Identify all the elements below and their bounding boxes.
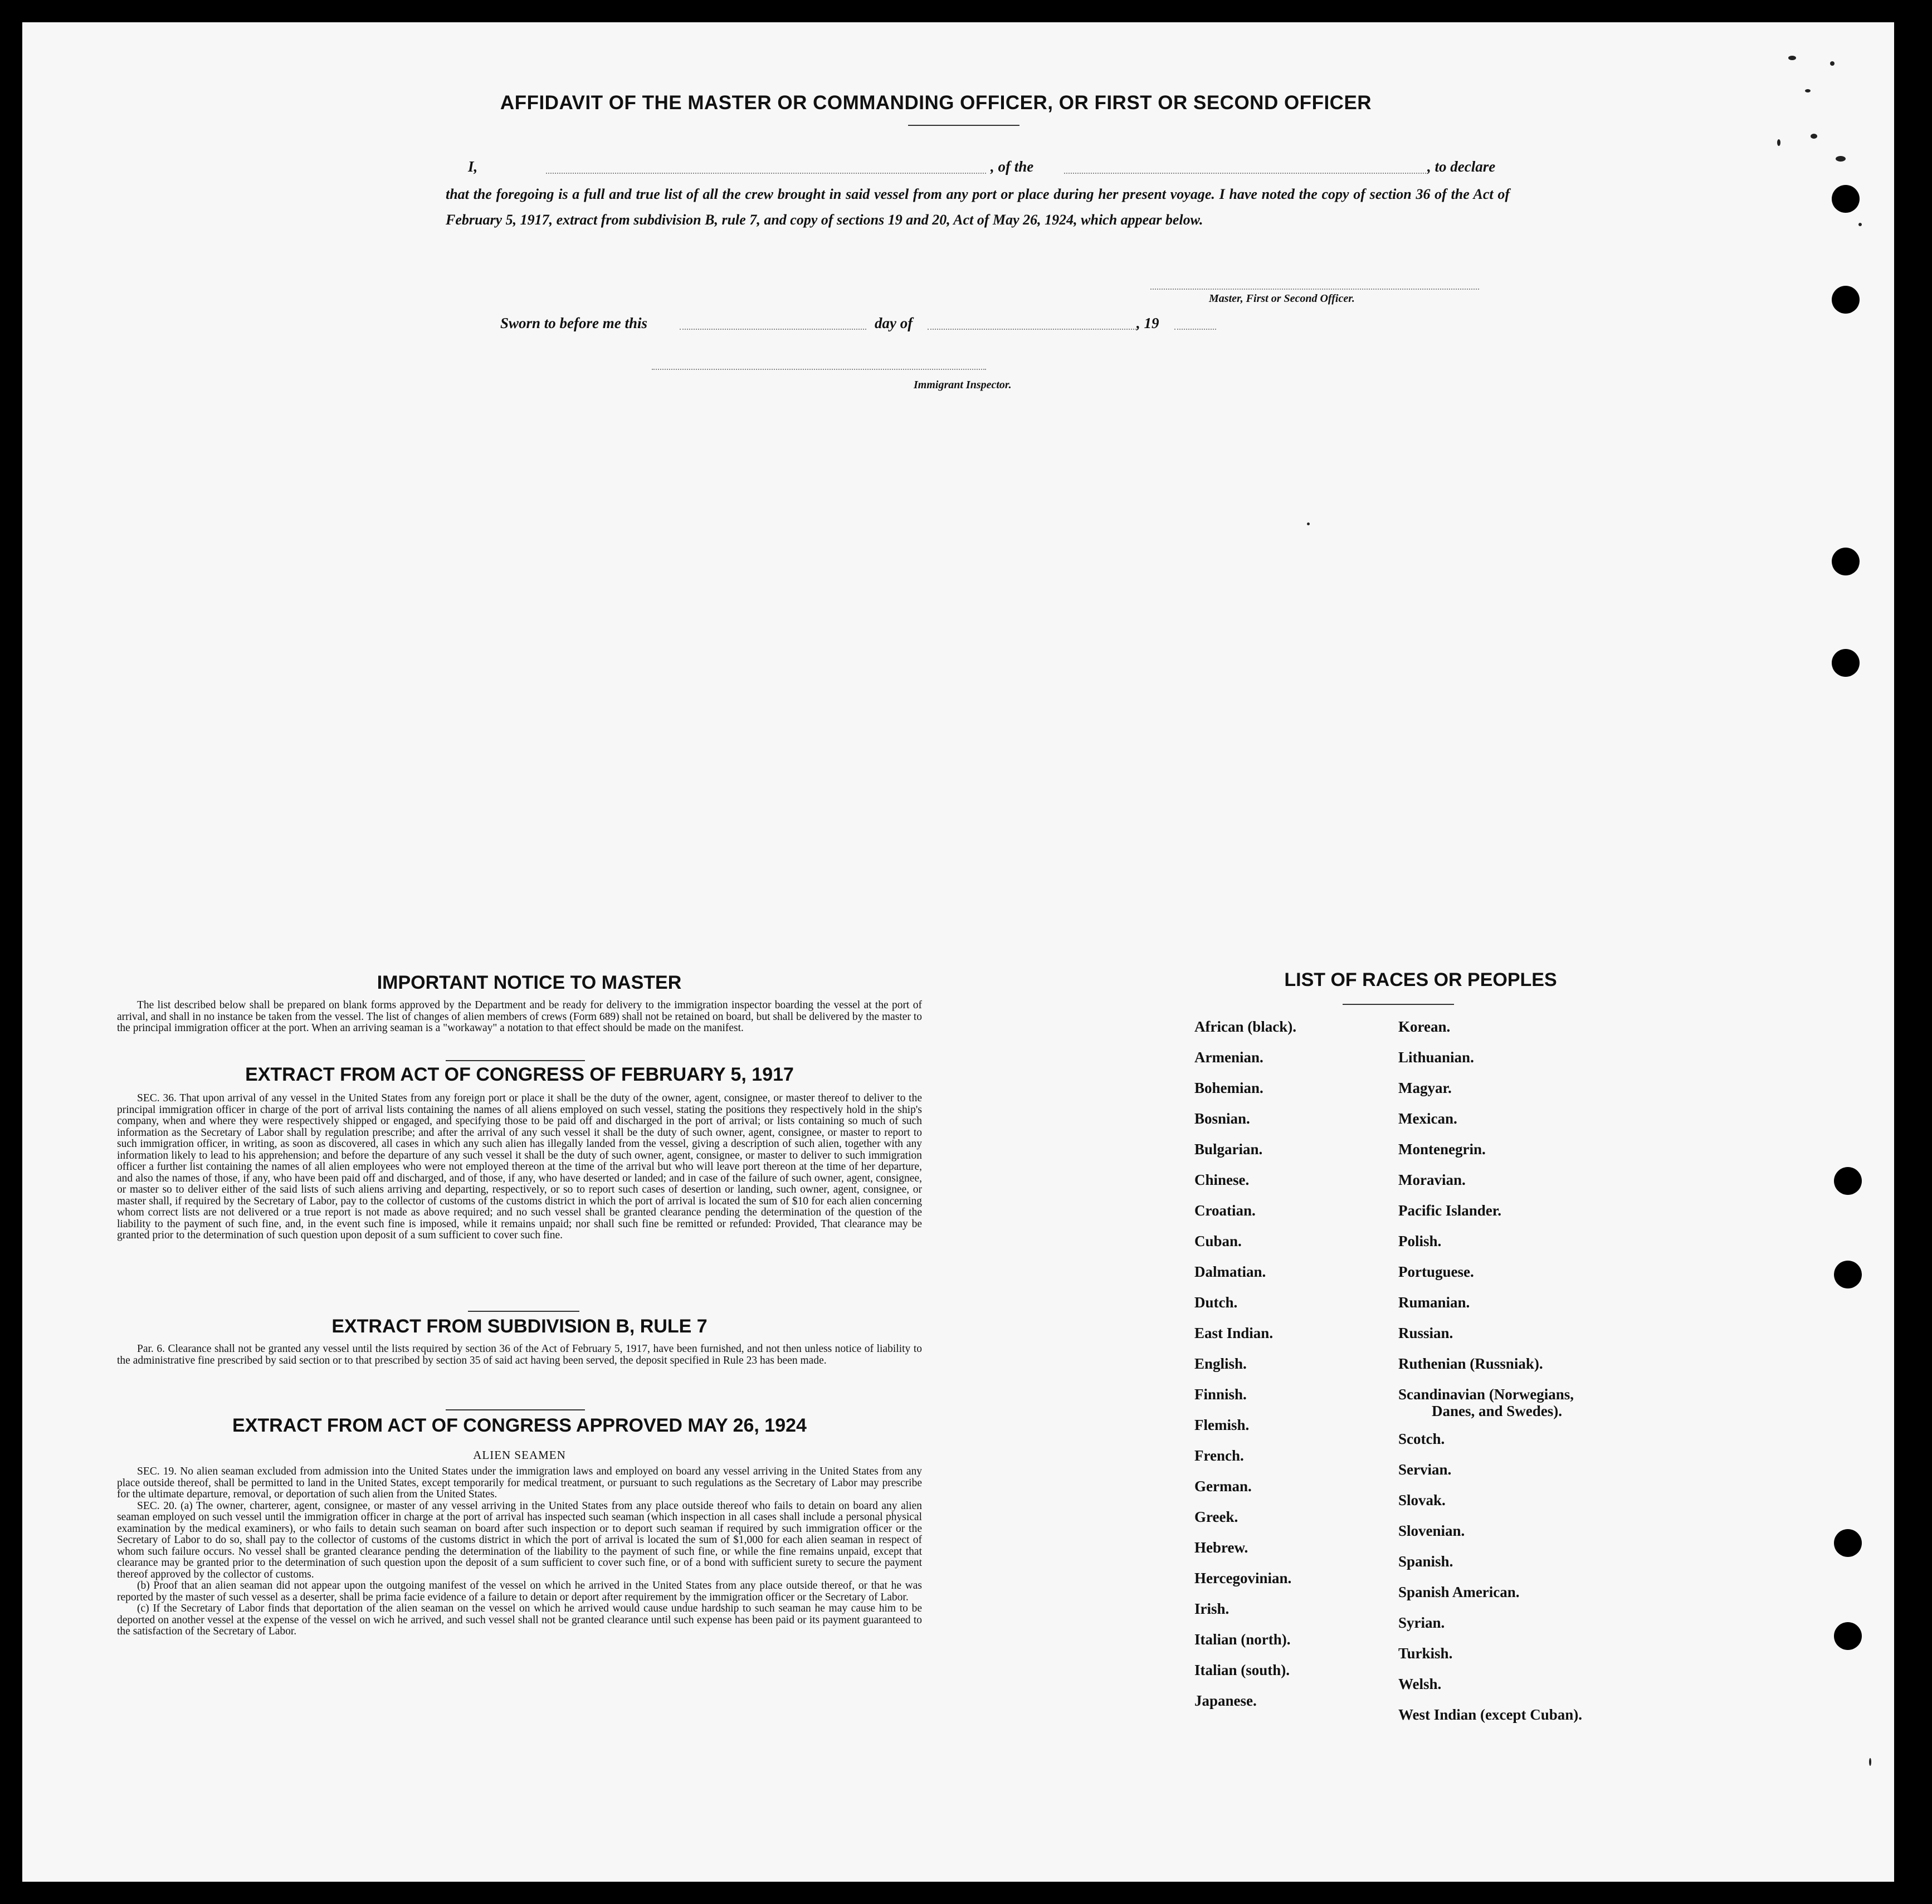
race-item: Danes, and Swedes).	[1432, 1403, 1563, 1419]
of-the-label: , of the	[991, 158, 1034, 175]
race-item: African (black).	[1194, 1018, 1296, 1035]
extract-1917-text	[117, 1093, 922, 1242]
race-item: Japanese.	[1194, 1692, 1257, 1709]
race-item: Servian.	[1398, 1461, 1452, 1478]
race-item: Korean.	[1398, 1018, 1451, 1035]
race-item: Italian (north).	[1194, 1631, 1291, 1648]
race-item: French.	[1194, 1447, 1244, 1464]
subdivision-b-text	[117, 1344, 922, 1366]
scan-speck	[1788, 56, 1796, 60]
race-item: Syrian.	[1398, 1614, 1445, 1631]
master-signature-field[interactable]	[1150, 289, 1479, 290]
race-item: Armenian.	[1194, 1049, 1263, 1066]
divider	[468, 1311, 579, 1312]
subdivision-b-paragraph: Par. 6. Clearance shall not be granted any vessel until the lists required by section 36 of the Act of February 5, 1917, have been furnished, and not then unless notice of liability to the administrative fine prescribed by said section or to that prescribed by section 35 of said act having been served, the deposit specified in Rule 23 has been made.	[117, 1343, 922, 1366]
race-item: Spanish.	[1398, 1553, 1453, 1570]
race-item: Polish.	[1398, 1233, 1442, 1249]
scan-speck	[1811, 134, 1817, 139]
sec-19-paragraph: SEC. 19. No alien seaman excluded from admission into the United States under the immigration laws and employed on board any vessel arriving in the United States from any place outside thereof, shall be permitted to land in the United States, except temporarily for medical treatment, or pursuant to such regulations as the Secretary of Labor may prescribe for the ultimate departure, removal, or deportation of such alien from the United States.	[117, 1466, 922, 1500]
race-item: Flemish.	[1194, 1417, 1250, 1433]
race-item: Lithuanian.	[1398, 1049, 1474, 1066]
race-item: Magyar.	[1398, 1080, 1452, 1096]
race-item: Hercegovinian.	[1194, 1570, 1292, 1586]
punch-hole	[1832, 286, 1860, 314]
extract-1917-paragraph: SEC. 36. That upon arrival of any vessel in the United States from any foreign port or place it shall be the duty of the owner, agent, consignee, or master thereof to deliver to the principal immigration officer in charge of the port of arrival lists containing the names of all aliens employed on such vessel, stating the positions they respectively hold in the ship's company, when and where they were respectively shipped or engaged, and specifying those to be paid off and discharged in the port of arrival; or lists containing so much of such information as the Secretary of Labor shall by regulation prescribe; and after the arrival of any such vessel it shall be the duty of such owner, agent, consignee, or master to report to such immigration officer, in writing, as soon as discovered, all cases in which any such alien has illegally landed from the vessel, giving a description of such alien, together with any information likely to lead to his apprehension; and before the departure of any such vessel it shall be the duty of such owner, agent, consignee, or master to deliver to such immigration officer a further list containing the names of all alien employees who were not employed thereon at the time of the arrival but who will leave port thereon at the time of her departure, and also the names of those, if any, who have been paid off and discharged, and of those, if any, who have deserted or landed; and in case of the failure of such owner, agent, consignee, or master so to deliver either of the said lists of such aliens arriving and departing, respectively, or so to report such cases of desertion or landing, such owner, agent, consignee, or master shall, if required by the Secretary of Labor, pay to the collector of customs of the customs district in which the port of arrival is located the sum of $10 for each alien concerning whom correct lists are not delivered or a true report is not made as above required; and no such vessel shall be granted clearance pending the determination of the question of the liability to the payment of such fine, and, in the event such fine is imposed, while it remains unpaid; nor shall such fine be remitted or refunded: Provided, That clearance may be granted prior to the determination of such question upon deposit of a sum sufficient to cover such fine.	[117, 1092, 922, 1241]
year-label: , 19	[1136, 315, 1159, 331]
sec-20b-paragraph: (b) Proof that an alien seaman did not appear upon the outgoing manifest of the vessel on which he arrived in the United States from any place outside thereof, or that he was reported by the master of such vessel as a deserter, shall be prima facie evidence of a failure to detain or deport after requirement by the immigration officer or the Secretary of Labor.	[117, 1580, 922, 1603]
punch-hole	[1834, 1529, 1862, 1557]
divider	[446, 1060, 585, 1061]
punch-hole	[1834, 1167, 1862, 1195]
inspector-signature-field[interactable]	[652, 369, 986, 370]
race-item: Scandinavian (Norwegians,	[1398, 1386, 1574, 1403]
race-item: Pacific Islander.	[1398, 1202, 1501, 1219]
sworn-label: Sworn to before me this	[500, 315, 648, 331]
extract-1917-title: EXTRACT FROM ACT OF CONGRESS OF FEBRUARY 5, 1917	[245, 1064, 794, 1085]
race-item: Bohemian.	[1194, 1080, 1263, 1096]
races-title: LIST OF RACES OR PEOPLES	[1284, 969, 1557, 990]
punch-hole	[1832, 185, 1860, 213]
scan-speck	[1805, 89, 1811, 92]
punch-hole	[1832, 548, 1860, 575]
sworn-month-field[interactable]	[928, 329, 1136, 330]
notice-title: IMPORTANT NOTICE TO MASTER	[377, 972, 682, 993]
extract-1924-subtitle: ALIEN SEAMEN	[473, 1448, 566, 1462]
scan-speck	[1307, 523, 1310, 525]
scan-speck	[1777, 139, 1780, 146]
scan-speck	[1836, 156, 1846, 162]
document-page	[22, 22, 1894, 1882]
sworn-year-field[interactable]	[1174, 329, 1216, 330]
sec-20a-paragraph: SEC. 20. (a) The owner, charterer, agent, consignee, or master of any vessel arriving in the United States from any place outside thereof who fails to detain on board any alien seaman employed on such vessel until the immigration officer in charge at the port of arrival has inspected such seaman (which inspection in all cases shall include a personal physical examination by the medical examiners), or who fails to detain such seaman on board after such inspection or to deport such seaman if required by such immigration officer or the Secretary of Labor to do so, shall pay to the collector of customs of the customs district in which the port of arrival is located the sum of $1,000 for each alien seaman in respect of whom such failure occurs. No vessel shall be granted clearance pending the determination of the liability to the payment of such fine, or while the fine remains unpaid, except that clearance may be granted prior to the determination of such question upon the deposit of a sum sufficient to cover such fine, or of a bond with sufficient surety to secure the payment thereof approved by the collector of customs.	[117, 1500, 922, 1580]
to-declare-label: , to declare	[1427, 158, 1496, 175]
race-item: Rumanian.	[1398, 1294, 1470, 1311]
day-of-label: day of	[875, 315, 913, 331]
scan-speck	[1830, 61, 1835, 66]
race-item: Portuguese.	[1398, 1263, 1474, 1280]
race-item: Montenegrin.	[1398, 1141, 1486, 1158]
extract-1924-text	[117, 1466, 922, 1638]
race-item: Slovak.	[1398, 1492, 1446, 1508]
punch-hole	[1834, 1261, 1862, 1288]
race-item: Ruthenian (Russniak).	[1398, 1355, 1543, 1372]
race-item: West Indian (except Cuban).	[1398, 1706, 1583, 1723]
master-signature-label: Master, First or Second Officer.	[1209, 292, 1355, 305]
affidavit-title: AFFIDAVIT OF THE MASTER OR COMMANDING OFFICER, OR FIRST OR SECOND OFFICER	[500, 92, 1372, 114]
race-item: Greek.	[1194, 1508, 1238, 1525]
races-divider	[1343, 1004, 1454, 1005]
race-item: Italian (south).	[1194, 1662, 1290, 1678]
race-item: Russian.	[1398, 1325, 1453, 1341]
master-name-field[interactable]	[546, 173, 986, 174]
race-item: Hebrew.	[1194, 1539, 1248, 1556]
scan-speck	[1869, 1758, 1871, 1766]
divider	[446, 1409, 585, 1410]
race-item: Irish.	[1194, 1600, 1230, 1617]
race-item: Spanish American.	[1398, 1584, 1520, 1600]
race-item: Croatian.	[1194, 1202, 1256, 1219]
declaration-text: that the foregoing is a full and true list of all the crew brought in said vessel from any port or place during her present voyage. I have noted the copy of section 36 of the Act of February 5, 1917, extract from subdivision B, rule 7, and copy of sections 19 and 20, Act of May 26, 1924, which appear below.	[446, 186, 1510, 228]
inspector-label: Immigrant Inspector.	[914, 379, 1012, 391]
extract-1924-title: EXTRACT FROM ACT OF CONGRESS APPROVED MAY 26, 1924	[232, 1415, 807, 1436]
race-item: Scotch.	[1398, 1431, 1445, 1447]
vessel-name-field[interactable]	[1064, 173, 1426, 174]
notice-paragraph: The list described below shall be prepared on blank forms approved by the Department and be ready for delivery to the immigration inspector boarding the vessel at the port of arrival, and shall in no instance be taken from the vessel. The list of changes of alien members of crews (Form 689) shall not be retained on board, but shall be delivered by the master to the principal immigration officer at the port. When an arriving seaman is a "workaway" a notation to that effect should be made on the manifest.	[117, 999, 922, 1034]
race-item: English.	[1194, 1355, 1247, 1372]
subdivision-b-title: EXTRACT FROM SUBDIVISION B, RULE 7	[331, 1316, 708, 1337]
race-item: Finnish.	[1194, 1386, 1247, 1403]
race-item: Slovenian.	[1398, 1522, 1465, 1539]
race-item: Moravian.	[1398, 1171, 1466, 1188]
sec-20c-paragraph: (c) If the Secretary of Labor finds that deportation of the alien seaman on the vessel on which he arrived would cause undue hardship to such seaman he may cause him to be deported on another vessel at the expense of the vessel on wich he arrived, and such vessel shall not be granted clearance until such expense has been paid or its payment guaranteed to the satisfaction of the Secretary of Labor.	[117, 1603, 922, 1637]
punch-hole	[1832, 649, 1860, 677]
race-item: Chinese.	[1194, 1171, 1250, 1188]
i-label: I,	[468, 158, 478, 175]
race-item: Bosnian.	[1194, 1110, 1250, 1127]
race-item: Welsh.	[1398, 1676, 1442, 1692]
sworn-day-field[interactable]	[680, 329, 866, 330]
notice-text	[117, 1000, 922, 1034]
race-item: Bulgarian.	[1194, 1141, 1263, 1158]
race-item: East Indian.	[1194, 1325, 1274, 1341]
races-column-1	[1194, 1018, 1296, 1723]
race-item: Cuban.	[1194, 1233, 1242, 1249]
race-item: Dutch.	[1194, 1294, 1238, 1311]
race-item: German.	[1194, 1478, 1252, 1495]
races-column-2	[1398, 1018, 1582, 1737]
scan-speck	[1858, 223, 1862, 226]
punch-hole	[1834, 1622, 1862, 1650]
race-item: Turkish.	[1398, 1645, 1453, 1662]
race-item: Dalmatian.	[1194, 1263, 1266, 1280]
race-item: Mexican.	[1398, 1110, 1457, 1127]
title-divider	[908, 125, 1019, 126]
